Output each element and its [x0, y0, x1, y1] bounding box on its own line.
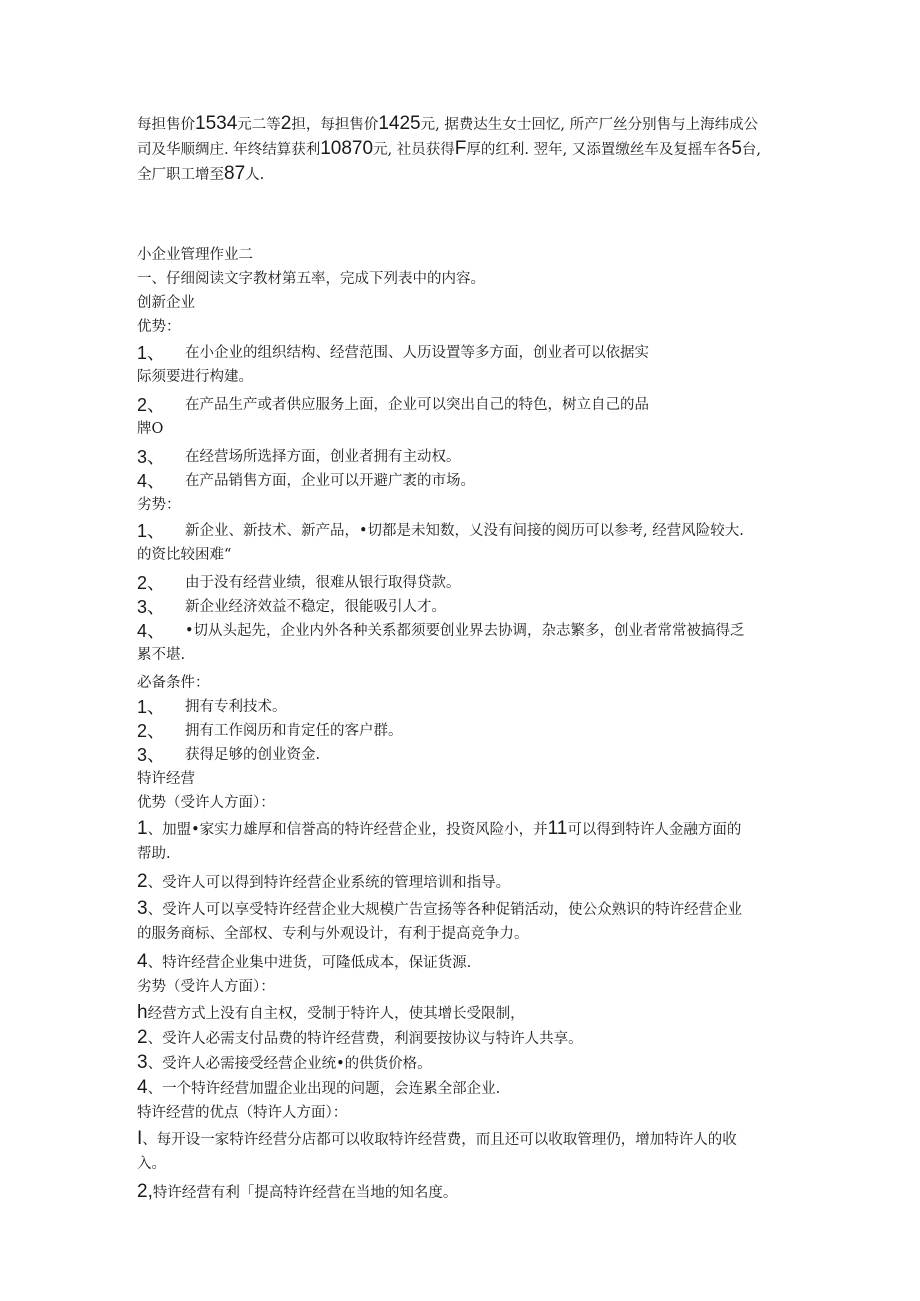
- intro-text: 厚的红利. 翌年, 又添置缴丝车及复摇车各: [466, 142, 732, 158]
- list-item: I、每开设一家特许经营分店都可以收取特许经营费，而且还可以收取管理仍，增加特许人的收: [137, 1128, 737, 1149]
- list-item: 2、 在产品生产或者供应服务上面，企业可以突出自己的特色，树立自己的品: [137, 395, 649, 415]
- franchise-heading: 特许经营: [137, 771, 195, 787]
- list-item: 2,特许经营有利「提高特许经营在当地的知名度。: [137, 1181, 458, 1202]
- list-item: 2、 由于没有经营业绩，很难从银行取得贷款。: [137, 573, 461, 593]
- requirements-label: 必备条件：: [137, 675, 210, 691]
- intro-number: F: [454, 138, 467, 159]
- document-page: [137, 112, 797, 1205]
- document-title: 小企业管理作业二: [137, 247, 253, 263]
- list-item: 3、 新企业经济效益不稳定，很能吸引人才。: [137, 597, 446, 617]
- list-item: 1、 拥有专利技术。: [137, 697, 287, 717]
- intro-number: 1534: [195, 113, 238, 134]
- list-item: 2、受许人可以得到特许经营企业系统的管理培训和指导。: [137, 871, 511, 892]
- franchisor-merits-label: 特许经营的优点（特许人方面）：: [137, 1105, 348, 1121]
- list-item: 4、 •切从头起先，企业内外各种关系都须要创业界去协调，杂志繁多，创业者常常被搞得乏: [137, 621, 745, 641]
- intro-text: 元, 据费达生女士回忆, 所产厂丝分别售与上海纬成公: [420, 117, 759, 133]
- list-item-continuation: 帮助.: [137, 846, 171, 862]
- intro-number: 87: [224, 163, 246, 184]
- intro-text: 元, 社员获得: [373, 142, 455, 158]
- intro-text: 人.: [245, 167, 265, 183]
- intro-number: 2: [280, 113, 292, 134]
- intro-number: 5: [731, 138, 742, 159]
- list-item: 3、 在经营场所选择方面，创业者拥有主动权。: [137, 447, 461, 467]
- list-item: 3、 获得足够的创业资金.: [137, 745, 321, 765]
- intro-line-2: [137, 137, 797, 162]
- intro-text: 全厂职工增至: [137, 167, 224, 183]
- franchise-disadvantages-label: 劣势（受许人方面）：: [137, 979, 275, 995]
- intro-line-3: [137, 162, 797, 187]
- list-item-continuation: 际须要进行构建。: [137, 369, 253, 385]
- list-item: 2、 拥有工作阅历和肯定任的客户群。: [137, 721, 403, 741]
- list-item-continuation: 的资比较困难“: [137, 547, 232, 563]
- instruction: 一、仔细阅读文字教材第五率，完成下列表中的内容。: [137, 271, 485, 287]
- list-item: 1、 新企业、新技术、新产品，•切都是未知数，乂没有间接的阅历可以参考, 经营风险较大.: [137, 521, 744, 541]
- list-item: 3、受许人必需接受经营企业统•的供货价格。: [137, 1052, 432, 1073]
- list-item: 2、受许人必需支付品费的特许经营费，利润要按协议与特许人共享。: [137, 1027, 583, 1048]
- list-item: 4、一个特许经营加盟企业出现的问题，会连累全部企业.: [137, 1077, 501, 1098]
- list-item-continuation: 牌O: [137, 421, 164, 437]
- list-item: 4、特许经营企业集中进货，可隆低成本，保证货源.: [137, 951, 472, 972]
- innovation-advantages-label: 优势：: [137, 319, 181, 335]
- list-item: 3、受许人可以享受特许经营企业大规模广告宣扬等各种促销活动，使公众熟识的特许经营企业: [137, 898, 743, 919]
- list-item: 4、 在产品销售方面，企业可以开避广袤的市场。: [137, 471, 475, 491]
- innovation-heading: 创新企业: [137, 295, 195, 311]
- intro-text: 每担售价: [137, 117, 195, 133]
- list-item: 1、加盟•家实力雄厚和信誉高的特许经营企业，投资风险小，并11可以得到特许人金融方面的: [137, 818, 742, 839]
- list-item-continuation: 累不堪.: [137, 647, 186, 663]
- intro-line-1: [137, 112, 797, 137]
- intro-number: 10870: [320, 138, 374, 159]
- intro-text: 司及华顺绸庄. 年终结算获利: [137, 142, 321, 158]
- list-item: 1、 在小企业的组织结构、经营范围、人历设置等多方面，创业者可以依据实: [137, 343, 649, 363]
- intro-paragraph: [137, 112, 797, 187]
- intro-number: 1425: [378, 113, 421, 134]
- intro-text: 担，每担售价: [291, 117, 379, 133]
- innovation-disadvantages-label: 劣势：: [137, 497, 181, 513]
- intro-text: 台,: [741, 142, 762, 158]
- list-item-continuation: 的服务商标、全部权、专利与外观设计，有利于提高竞争力。: [137, 926, 529, 942]
- franchise-advantages-label: 优势（受许人方面）：: [137, 795, 275, 811]
- intro-text: 元二等: [237, 117, 281, 133]
- list-item: h经营方式上没有自主权，受制于特许人，使其增长受限制，: [137, 1002, 525, 1023]
- list-item-continuation: 入。: [137, 1156, 166, 1172]
